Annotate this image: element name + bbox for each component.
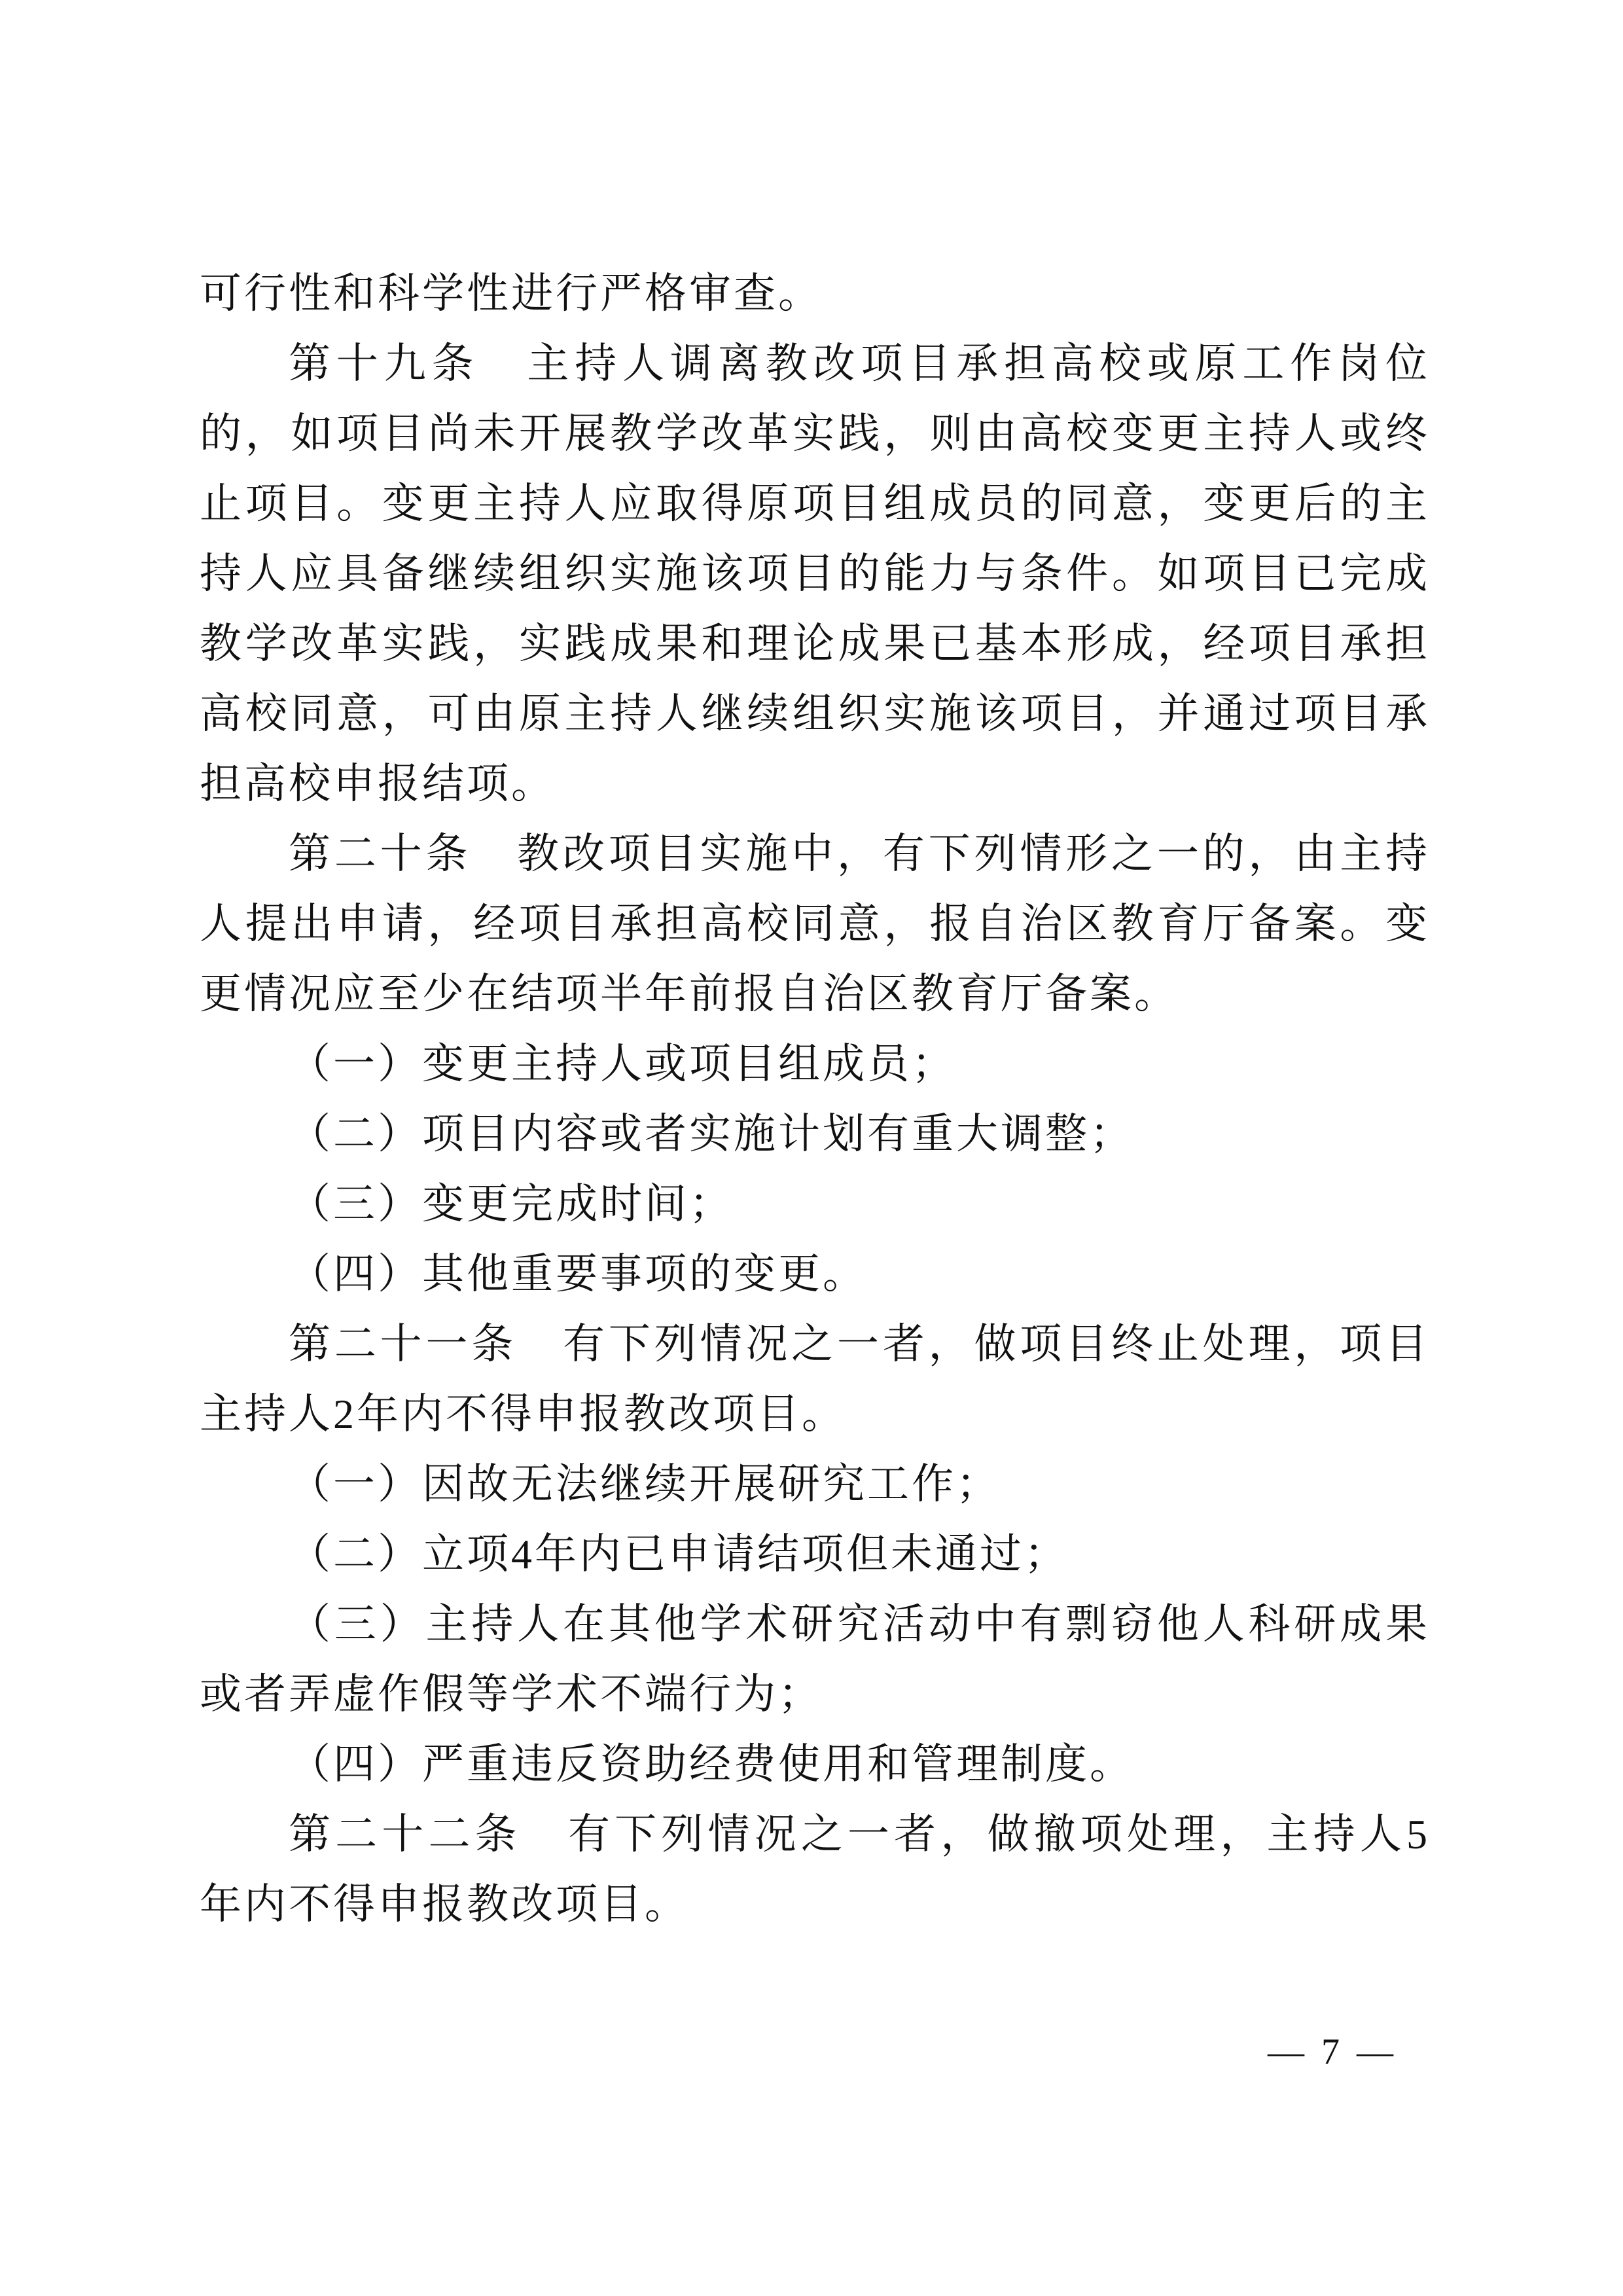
text-line: 年内不得申报教改项目。 [200, 1881, 689, 1928]
text-line: （二）立项4年内已申请结项但未通过； [289, 1531, 1069, 1577]
text-line: 第二十二条 有下列情况之一者，做撤项处理，主持人5 [289, 1811, 1430, 1857]
text-line: 第十九条 主持人调离教改项目承担高校或原工作岗位 [289, 340, 1430, 387]
text-line: 持人应具备继续组织实施该项目的能力与条件。如项目已完成 [200, 550, 1430, 597]
text-line: （一）变更主持人或项目组成员； [289, 1041, 956, 1087]
text-line: 教学改革实践，实践成果和理论成果已基本形成，经项目承担 [200, 620, 1430, 667]
text-line: （三）主持人在其他学术研究活动中有剽窃他人科研成果 [289, 1601, 1430, 1647]
text-line: 更情况应至少在结项半年前报自治区教育厅备案。 [200, 971, 1179, 1017]
document-body [200, 259, 1430, 1939]
text-line: （二）项目内容或者实施计划有重大调整； [289, 1111, 1134, 1157]
text-line: 的，如项目尚未开展教学改革实践，则由高校变更主持人或终 [200, 410, 1430, 457]
text-line: （一）因故无法继续开展研究工作； [289, 1461, 1001, 1507]
text-line: 人提出申请，经项目承担高校同意，报自治区教育厅备案。变 [200, 901, 1430, 947]
text-line: 高校同意，可由原主持人继续组织实施该项目，并通过项目承 [200, 691, 1430, 737]
text-line: 可行性和科学性进行严格审查。 [200, 270, 823, 317]
text-line: 第二十一条 有下列情况之一者，做项目终止处理，项目 [289, 1321, 1430, 1367]
text-line: （四）严重违反资助经费使用和管理制度。 [289, 1741, 1134, 1787]
text-line: 或者弄虚作假等学术不端行为； [200, 1671, 823, 1717]
text-line: （四）其他重要事项的变更。 [289, 1251, 867, 1297]
text-line: 主持人2年内不得申报教改项目。 [200, 1391, 846, 1437]
text-line: （三）变更完成时间； [289, 1181, 734, 1227]
text-line: 担高校申报结项。 [200, 761, 556, 807]
text-line: 止项目。变更主持人应取得原项目组成员的同意，变更后的主 [200, 480, 1430, 527]
text-line: 第二十条 教改项目实施中，有下列情形之一的，由主持 [289, 831, 1430, 877]
page-number: — 7 — [1268, 2032, 1397, 2072]
